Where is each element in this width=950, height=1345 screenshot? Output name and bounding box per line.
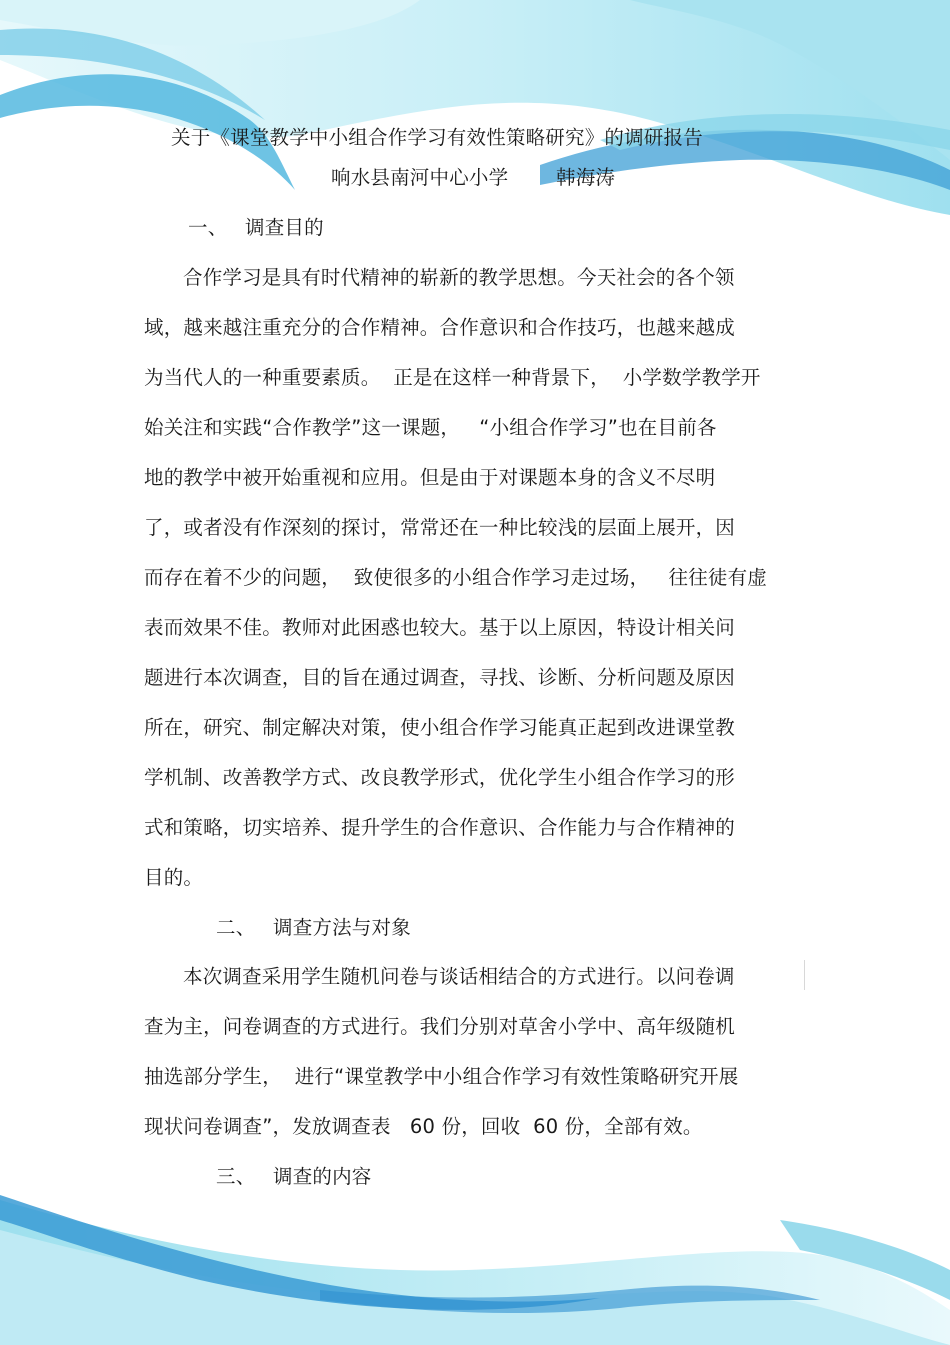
document-title: 关于《课堂教学中小组合作学习有效性策略研究》的调研报告 <box>171 126 703 149</box>
section1-line-13: 目的。 <box>144 866 204 889</box>
byline-school: 响水县南河中心小学 <box>331 166 509 189</box>
section1-line-3: 为当代人的一种重要素质。 正是在这样一种背景下， 小学数学教学开 <box>144 366 761 389</box>
section2-line-1: 本次调查采用学生随机问卷与谈话相结合的方式进行。以问卷调 <box>183 965 735 988</box>
section1-line-1: 合作学习是具有时代精神的崭新的教学思想。今天社会的各个领 <box>183 266 735 289</box>
section1-number: 一、 <box>188 216 228 239</box>
byline-author: 韩海涛 <box>556 166 616 189</box>
section2-line-3: 抽选部分学生， 进行“课堂教学中小组合作学习有效性策略研究开展 <box>144 1065 739 1088</box>
section1-line-7: 而存在着不少的问题， 致使很多的小组合作学习走过场， 往往徒有虚 <box>144 566 767 589</box>
section1-line-9: 题进行本次调查，目的旨在通过调查，寻找、诊断、分析问题及原因 <box>144 666 736 689</box>
section1-heading: 调查目的 <box>245 216 324 239</box>
section1-line-5: 地的教学中被开始重视和应用。但是由于对课题本身的含义不尽明 <box>144 466 716 489</box>
section1-line-4: 始关注和实践“合作教学”这一课题， “小组合作学习”也在目前各 <box>144 416 717 439</box>
section2-line-2: 查为主，问卷调查的方式进行。我们分别对草舍小学中、高年级随机 <box>144 1015 736 1038</box>
section2-heading: 调查方法与对象 <box>273 916 411 939</box>
section3-heading: 调查的内容 <box>273 1165 372 1188</box>
section1-line-2: 域，越来越注重充分的合作精神。合作意识和合作技巧，也越来越成 <box>144 316 736 339</box>
section1-line-12: 式和策略，切实培养、提升学生的合作意识、合作能力与合作精神的 <box>144 816 736 839</box>
section1-line-10: 所在，研究、制定解决对策，使小组合作学习能真正起到改进课堂教 <box>144 716 736 739</box>
section1-line-6: 了，或者没有作深刻的探讨，常常还在一种比较浅的层面上展开，因 <box>144 516 736 539</box>
section1-line-11: 学机制、改善教学方式、改良教学形式，优化学生小组合作学习的形 <box>144 766 736 789</box>
section1-line-8: 表而效果不佳。教师对此困惑也较大。基于以上原因，特设计相关问 <box>144 616 736 639</box>
section3-number: 三、 <box>216 1165 256 1188</box>
margin-rule <box>804 960 805 990</box>
section2-number: 二、 <box>216 916 256 939</box>
section2-line-4: 现状问卷调查”，发放调查表 60 份，回收 60 份，全部有效。 <box>144 1115 703 1138</box>
